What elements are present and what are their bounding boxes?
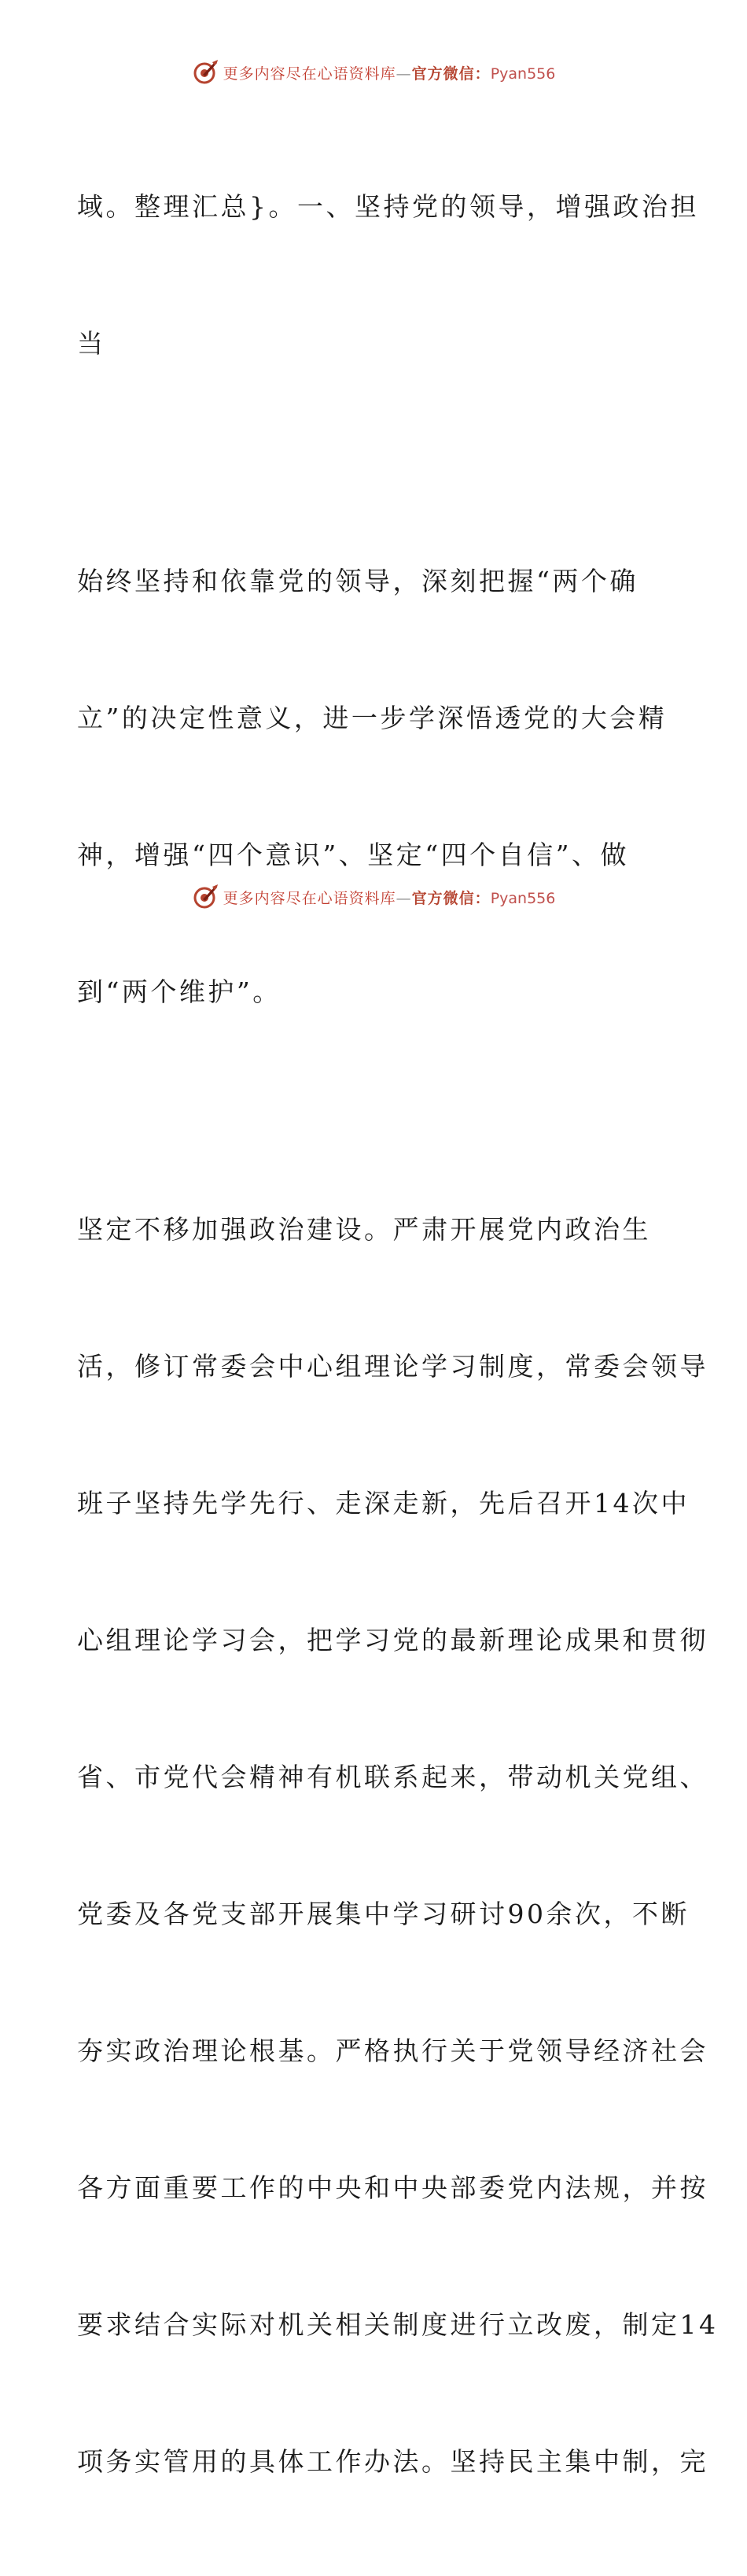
text-line: 党委及各党支部开展集中学习研讨90余次，不断 [77,1899,690,1929]
footer-banner-text [223,887,556,908]
text-line: 立”的决定性意义，进一步学深悟透党的大会精 [77,703,668,733]
quill-logo-icon [192,884,219,910]
text-line: 到“两个维护”。 [77,976,282,1007]
paragraph-1 [77,93,699,458]
text-line: 项务实管用的具体工作办法。坚持民主集中制，完 [77,2446,708,2477]
text-line: 神，增强“四个意识”、坚定“四个自信”、做 [77,840,629,870]
text-line: 活，修订常委会中心组理论学习制度，常委会领导 [77,1351,708,1382]
header-banner [0,57,747,88]
header-banner-text [223,62,556,83]
text-line: 班子坚持先学先行、走深走新，先后召开14次中 [77,1488,690,1519]
quill-logo-icon [192,59,219,86]
header-banner-official-label: 官方微信： [411,65,491,83]
document-body [77,93,719,2576]
paragraph-2 [77,467,675,1106]
text-line: 夯实政治理论根基。严格执行关于党领导经济社会 [77,2035,708,2066]
text-line: 域。整理汇总}。一、坚持党的领导，增强政治担 [77,191,699,222]
paragraph-3 [77,1116,719,2576]
footer-banner [0,881,747,913]
header-banner-handle: Pyan556 [490,65,556,83]
text-line: 要求结合实际对机关相关制度进行立改废，制定14 [77,2309,719,2340]
footer-banner-main: 更多内容尽在心语资料库 [223,889,396,907]
text-line: 各方面重要工作的中央和中央部委党内法规，并按 [77,2172,708,2203]
text-line: 心组理论学习会，把学习党的最新理论成果和贯彻 [77,1625,708,1655]
text-line: 当 [77,328,106,359]
text-line: 省、市党代会精神有机联系起来，带动机关党组、 [77,1762,708,1792]
header-banner-dash: — [396,65,412,83]
text-line: 始终坚持和依靠党的领导，深刻把握“两个确 [77,566,638,596]
footer-banner-dash: — [396,889,412,907]
footer-banner-handle: Pyan556 [490,889,556,907]
footer-banner-official-label: 官方微信： [411,889,491,907]
text-line: 坚定不移加强政治建设。严肃开展党内政治生 [77,1214,651,1245]
header-banner-main: 更多内容尽在心语资料库 [223,65,396,83]
